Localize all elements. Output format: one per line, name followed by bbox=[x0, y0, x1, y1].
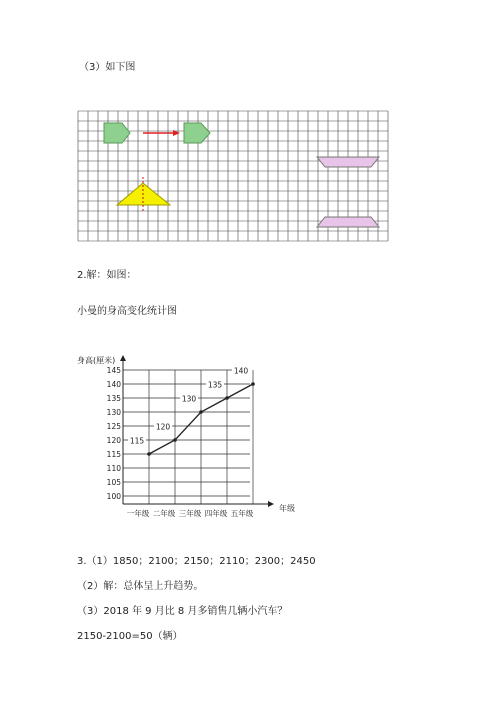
height-line-chart bbox=[77, 350, 310, 530]
data-point bbox=[147, 452, 151, 456]
q3-line1: 3.（1）1850；2100；2150；2110；2300；2450 bbox=[77, 556, 316, 567]
data-label: 140 bbox=[233, 366, 249, 376]
y-tick-label: 105 bbox=[106, 478, 121, 487]
y-tick-labels bbox=[107, 366, 122, 501]
q3-line4: 2150-2100=50（辆） bbox=[77, 631, 183, 642]
y-tick-label: 145 bbox=[106, 366, 121, 375]
y-tick-label: 110 bbox=[106, 464, 121, 473]
data-label: 135 bbox=[207, 380, 223, 390]
data-point bbox=[173, 438, 177, 442]
y-tick-label: 120 bbox=[106, 436, 121, 445]
x-tick-label: 五年级 bbox=[230, 509, 254, 518]
data-point bbox=[251, 382, 255, 386]
data-point bbox=[199, 410, 203, 414]
y-tick-label: 140 bbox=[106, 380, 121, 389]
chart-axes bbox=[120, 355, 274, 507]
x-axis-label: 年级 bbox=[279, 504, 295, 513]
pink-trapezoid-lower bbox=[317, 217, 379, 227]
data-labels bbox=[128, 365, 250, 446]
chart-title: 小曼的身高变化统计图 bbox=[77, 306, 177, 317]
y-tick-label: 125 bbox=[106, 422, 121, 431]
part3-heading: （3）如下图 bbox=[79, 62, 136, 73]
y-tick-label: 115 bbox=[106, 450, 121, 459]
data-point bbox=[225, 396, 229, 400]
pink-trapezoid-upper bbox=[317, 157, 379, 167]
y-axis-arrow bbox=[120, 355, 126, 361]
q3-line2: （2）解：总体呈上升趋势。 bbox=[77, 581, 204, 592]
q2-heading: 2.解：如图： bbox=[77, 270, 137, 281]
data-label: 130 bbox=[181, 394, 197, 404]
x-tick-label: 三年级 bbox=[178, 509, 202, 518]
x-tick-label: 一年级 bbox=[126, 509, 150, 518]
data-label: 115 bbox=[129, 436, 145, 446]
q3-line3: （3）2018 年 9 月比 8 月多销售几辆小汽车？ bbox=[77, 606, 288, 617]
green-pentagon-translated bbox=[184, 123, 210, 143]
x-axis-arrow bbox=[268, 501, 274, 507]
x-tick-labels bbox=[127, 508, 254, 518]
transformation-grid-figure bbox=[77, 110, 389, 244]
x-tick-label: 二年级 bbox=[152, 509, 176, 518]
x-tick-label: 四年级 bbox=[204, 509, 228, 518]
y-tick-label: 135 bbox=[106, 394, 121, 403]
y-tick-label: 100 bbox=[106, 492, 121, 501]
y-tick-label: 130 bbox=[106, 408, 121, 417]
data-label: 120 bbox=[155, 422, 171, 432]
y-axis-label: 身高(厘米) bbox=[77, 356, 116, 365]
green-pentagon-original bbox=[104, 123, 130, 143]
